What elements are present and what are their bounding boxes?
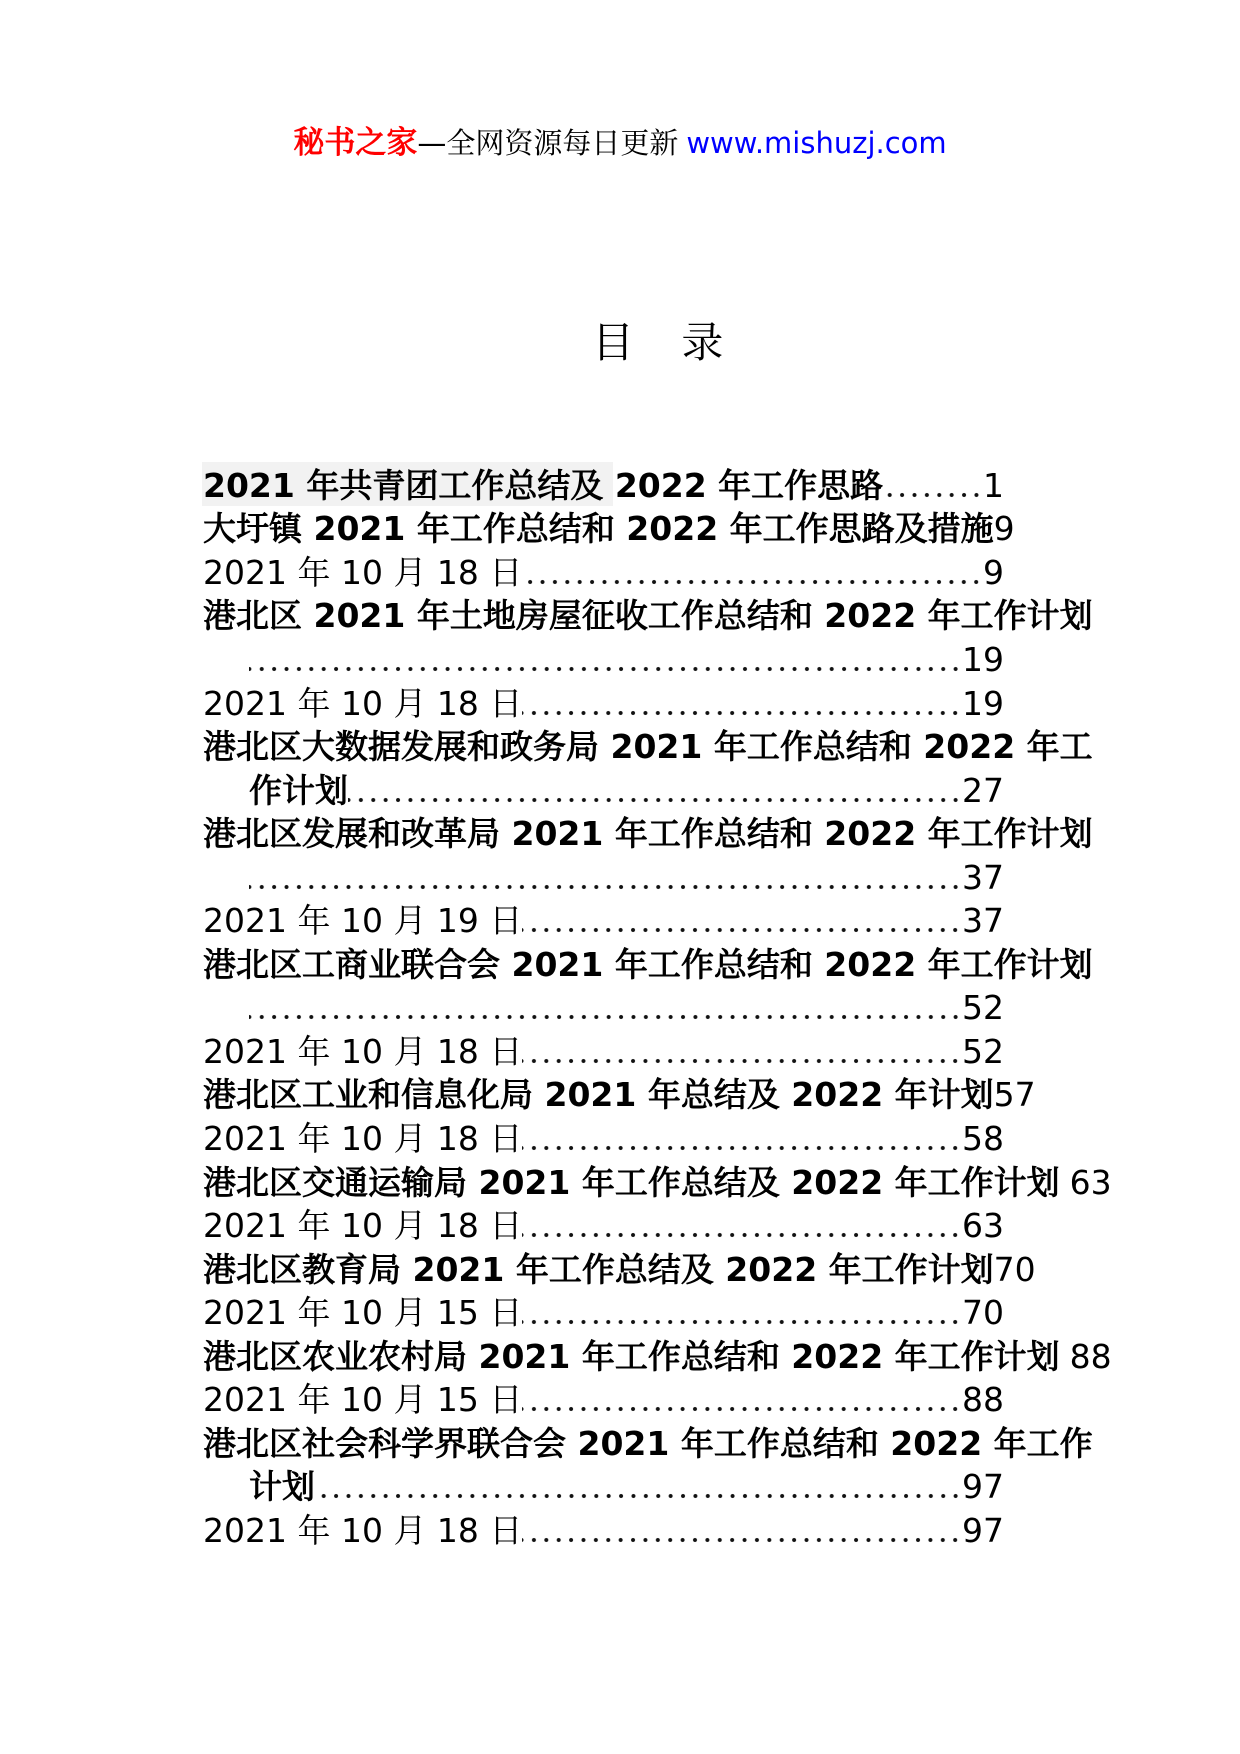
- dot-leader: [249, 856, 962, 900]
- toc-entry-date: 2021 年 10 月 18 日: [203, 683, 523, 723]
- toc-entry-title-continued: 作计划: [249, 770, 348, 810]
- toc-page-number: 19: [962, 683, 1004, 723]
- dot-leader: [522, 1117, 962, 1161]
- toc-entry-title: 港北区社会科学界联合会 2021 年工作总结和 2022 年工作: [203, 1423, 1093, 1463]
- toc-entry-date: 2021 年 10 月 18 日: [203, 1510, 523, 1550]
- toc-page-number: 9: [993, 509, 1015, 549]
- toc-entry-title-continued: 计划: [249, 1467, 315, 1507]
- toc-title: 目 录: [592, 318, 724, 367]
- toc-entry-title: 港北区发展和改革局 2021 年工作总结和 2022 年工作计划: [203, 814, 1093, 854]
- toc-page-number: 37: [962, 901, 1004, 941]
- toc-page-number: 88: [962, 1380, 1004, 1420]
- toc-entry-title: 大圩镇 2021 年工作总结和 2022 年工作思路及措施: [203, 509, 994, 549]
- toc-entry-title: 港北区教育局 2021 年工作总结及 2022 年工作计划: [203, 1249, 994, 1289]
- toc-page-number: 19: [962, 639, 1004, 679]
- dot-leader: [522, 1204, 962, 1248]
- toc-entry-title: 2021 年共青团工作总结及 2022 年工作思路: [203, 465, 884, 505]
- toc-entry-date: 2021 年 10 月 18 日: [203, 1119, 523, 1158]
- toc-page-number: 63: [962, 1206, 1004, 1246]
- toc-entry-continuation[interactable]: [249, 856, 1004, 900]
- toc-entry-title: 港北区大数据发展和政务局 2021 年工作总结和 2022 年工: [203, 727, 1093, 767]
- toc-entry-title: 港北区 2021 年土地房屋征收工作总结和 2022 年工作计划: [203, 596, 1093, 636]
- toc-date-entry[interactable]: [203, 1509, 1004, 1553]
- toc-page-number: 57: [993, 1075, 1036, 1115]
- dot-leader: [249, 638, 962, 682]
- toc-entry-date: 2021 年 10 月 19 日: [203, 901, 523, 941]
- site-url-link[interactable]: www.mishuzj.com: [686, 126, 947, 160]
- toc-date-entry[interactable]: [203, 1117, 1004, 1161]
- toc-entry[interactable]: [0, 1073, 1240, 1117]
- toc-entry-date: 2021 年 10 月 15 日: [203, 1380, 523, 1420]
- toc-entry-date: 2021 年 10 月 18 日: [203, 1031, 523, 1071]
- toc-entry-date: 2021 年 10 月 18 日: [203, 552, 523, 592]
- toc-date-entry[interactable]: [203, 1030, 1004, 1074]
- toc-page-number: 97: [962, 1467, 1004, 1507]
- dot-leader: [249, 986, 962, 1030]
- toc-entry-continuation[interactable]: [249, 986, 1004, 1030]
- table-of-contents: [0, 464, 1240, 1553]
- toc-page-number: 37: [962, 857, 1004, 897]
- toc-date-entry[interactable]: [203, 1378, 1004, 1422]
- dot-leader: [522, 551, 983, 595]
- toc-date-entry[interactable]: [203, 682, 1004, 726]
- toc-page-number: 88: [1069, 1336, 1112, 1376]
- toc-entry-date: 2021 年 10 月 15 日: [203, 1293, 523, 1333]
- toc-page-number: 63: [1069, 1162, 1112, 1202]
- toc-date-entry[interactable]: [203, 1291, 1004, 1335]
- toc-page-number: 9: [983, 552, 1004, 592]
- toc-entry[interactable]: [203, 464, 1004, 508]
- toc-entry[interactable]: [0, 943, 1240, 987]
- toc-entry-continuation[interactable]: [249, 638, 1004, 682]
- toc-page-number: 58: [962, 1119, 1004, 1158]
- toc-entry[interactable]: [0, 507, 1240, 551]
- toc-entry-title: 港北区交通运输局 2021 年工作总结及 2022 年工作计划: [203, 1162, 1060, 1202]
- dot-leader: [315, 1465, 962, 1509]
- toc-page-number: 52: [962, 988, 1004, 1028]
- dot-leader: [883, 464, 983, 508]
- toc-page-number: 52: [962, 1031, 1004, 1071]
- toc-entry-title: 港北区工商业联合会 2021 年工作总结和 2022 年工作计划: [203, 944, 1093, 984]
- toc-date-entry[interactable]: [203, 899, 1004, 943]
- header-tagline: —全网资源每日更新: [417, 126, 679, 160]
- dot-leader: [522, 1030, 962, 1074]
- toc-entry-title: 港北区工业和信息化局 2021 年总结及 2022 年计划: [203, 1075, 994, 1115]
- toc-page-number: 97: [962, 1510, 1004, 1550]
- dot-leader: [522, 1509, 962, 1553]
- toc-page-number: 70: [962, 1293, 1004, 1333]
- toc-entry[interactable]: [0, 1161, 1240, 1205]
- toc-entry-continuation[interactable]: [249, 769, 1004, 813]
- toc-entry[interactable]: [0, 594, 1240, 638]
- toc-date-entry[interactable]: [203, 1204, 1004, 1248]
- toc-entry[interactable]: [0, 725, 1240, 769]
- dot-leader: [522, 682, 962, 726]
- toc-entry-date: 2021 年 10 月 18 日: [203, 1206, 523, 1246]
- dot-leader: [522, 1291, 962, 1335]
- toc-page-number: 1: [983, 465, 1004, 505]
- toc-entry[interactable]: [0, 1248, 1240, 1292]
- toc-entry-continuation[interactable]: [249, 1465, 1004, 1509]
- dot-leader: [522, 1378, 962, 1422]
- toc-entry[interactable]: [0, 812, 1240, 856]
- brand-name: 秘书之家: [293, 125, 418, 161]
- dot-leader: [348, 769, 962, 813]
- toc-entry[interactable]: [0, 1335, 1240, 1379]
- toc-entry[interactable]: [0, 1422, 1240, 1466]
- toc-entry-title: 港北区农业农村局 2021 年工作总结和 2022 年工作计划: [203, 1336, 1060, 1376]
- toc-page-number: 27: [962, 770, 1004, 810]
- toc-page-number: 70: [993, 1249, 1036, 1289]
- toc-date-entry[interactable]: [203, 551, 1004, 595]
- dot-leader: [522, 899, 962, 943]
- site-header: [0, 122, 1240, 164]
